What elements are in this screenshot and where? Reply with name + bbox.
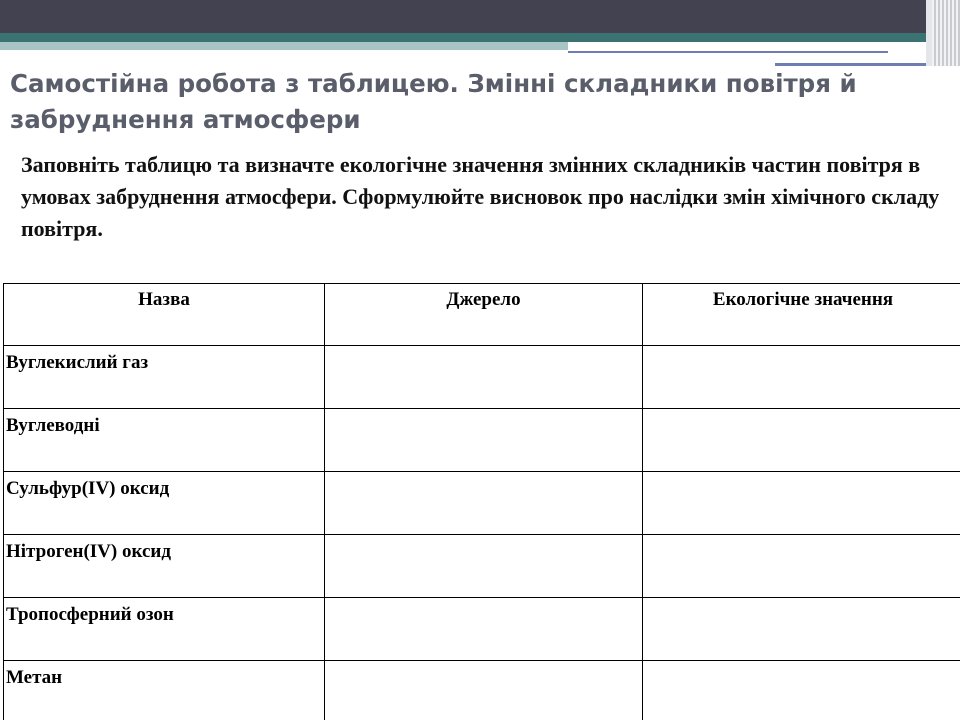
column-header-significance: Екологічне значення bbox=[643, 284, 960, 346]
cell-significance[interactable] bbox=[643, 535, 960, 598]
cell-significance[interactable] bbox=[643, 598, 960, 661]
cell-significance[interactable] bbox=[643, 661, 960, 720]
cell-name: Нітроген(IV) оксид bbox=[4, 535, 325, 598]
air-components-table bbox=[3, 283, 960, 720]
table-row bbox=[4, 661, 960, 720]
table-row bbox=[4, 472, 960, 535]
table-row bbox=[4, 598, 960, 661]
cell-significance[interactable] bbox=[643, 409, 960, 472]
table-header-row bbox=[4, 284, 960, 346]
cell-source[interactable] bbox=[325, 409, 643, 472]
cell-source[interactable] bbox=[325, 346, 643, 409]
task-instructions: Заповніть таблицю та визначте екологічне значення змінних складників частин повітря в умовах забруднення атмосфери. Сформулюйте висновок про наслідки змін хімічного складу повітря. bbox=[21, 152, 940, 241]
table-row bbox=[4, 346, 960, 409]
cell-name: Метан bbox=[4, 661, 325, 720]
cell-name: Вуглекислий газ bbox=[4, 346, 325, 409]
column-header-name: Назва bbox=[4, 284, 325, 346]
cell-significance[interactable] bbox=[643, 472, 960, 535]
header-bar-teal bbox=[0, 33, 960, 42]
header-stripes bbox=[932, 0, 960, 66]
table-row bbox=[4, 409, 960, 472]
column-header-source: Джерело bbox=[325, 284, 643, 346]
cell-significance[interactable] bbox=[643, 346, 960, 409]
table-row bbox=[4, 535, 960, 598]
header-accent-line bbox=[568, 51, 888, 53]
slide-title: Самостійна робота з таблицею. Змінні складники повітря й забруднення атмосфери bbox=[10, 69, 857, 134]
cell-name: Вуглеводні bbox=[4, 409, 325, 472]
header-bar-dark bbox=[0, 0, 960, 33]
cell-source[interactable] bbox=[325, 661, 643, 720]
air-components-table-wrapper bbox=[3, 283, 960, 720]
header-bar-light bbox=[0, 42, 568, 50]
cell-source[interactable] bbox=[325, 535, 643, 598]
cell-source[interactable] bbox=[325, 598, 643, 661]
cell-source[interactable] bbox=[325, 472, 643, 535]
cell-name: Сульфур(IV) оксид bbox=[4, 472, 325, 535]
cell-name: Тропосферний озон bbox=[4, 598, 325, 661]
